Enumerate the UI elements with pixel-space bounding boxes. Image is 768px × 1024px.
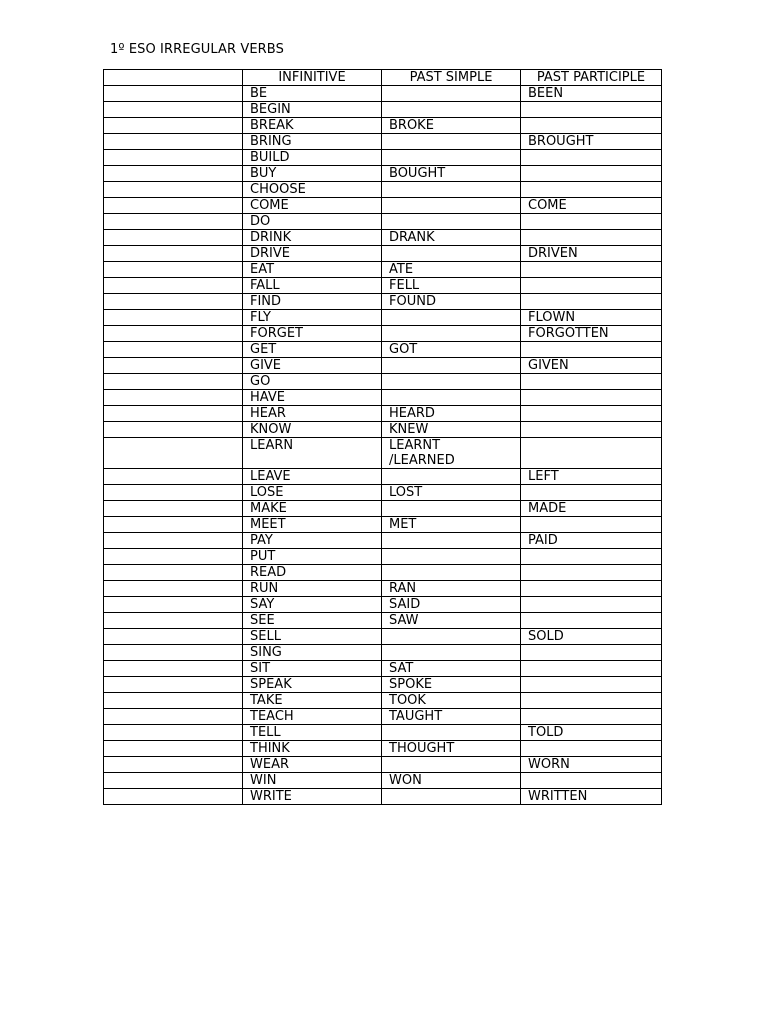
past-simple-cell <box>382 645 521 661</box>
past-participle-cell <box>521 565 662 581</box>
row-blank-cell <box>104 214 243 230</box>
past-participle-cell <box>521 166 662 182</box>
row-blank-cell <box>104 294 243 310</box>
irregular-verbs-table <box>103 69 662 805</box>
header-infinitive: INFINITIVE <box>243 70 382 86</box>
table-row <box>104 757 662 773</box>
past-participle-cell: WRITTEN <box>521 789 662 805</box>
past-simple-cell <box>382 390 521 406</box>
past-simple-cell <box>382 150 521 166</box>
row-blank-cell <box>104 565 243 581</box>
row-blank-cell <box>104 757 243 773</box>
infinitive-cell: TEACH <box>243 709 382 725</box>
infinitive-cell: GO <box>243 374 382 390</box>
row-blank-cell <box>104 278 243 294</box>
header-past-participle: PAST PARTICIPLE <box>521 70 662 86</box>
past-simple-cell <box>382 86 521 102</box>
past-simple-cell: SAW <box>382 613 521 629</box>
row-blank-cell <box>104 485 243 501</box>
infinitive-cell: SAY <box>243 597 382 613</box>
past-simple-cell: BROKE <box>382 118 521 134</box>
past-participle-cell: BROUGHT <box>521 134 662 150</box>
row-blank-cell <box>104 773 243 789</box>
row-blank-cell <box>104 438 243 469</box>
row-blank-cell <box>104 246 243 262</box>
row-blank-cell <box>104 406 243 422</box>
table-row <box>104 581 662 597</box>
past-participle-cell <box>521 517 662 533</box>
table-row <box>104 741 662 757</box>
table-row <box>104 533 662 549</box>
past-participle-cell <box>521 214 662 230</box>
past-simple-cell <box>382 469 521 485</box>
row-blank-cell <box>104 789 243 805</box>
past-participle-cell: GIVEN <box>521 358 662 374</box>
infinitive-cell: WRITE <box>243 789 382 805</box>
table-row <box>104 485 662 501</box>
infinitive-cell: DRIVE <box>243 246 382 262</box>
row-blank-cell <box>104 326 243 342</box>
infinitive-cell: LEARN <box>243 438 382 469</box>
past-simple-cell <box>382 374 521 390</box>
infinitive-cell: DRINK <box>243 230 382 246</box>
table-row <box>104 597 662 613</box>
infinitive-cell: BRING <box>243 134 382 150</box>
table-row <box>104 501 662 517</box>
row-blank-cell <box>104 150 243 166</box>
past-simple-cell: SPOKE <box>382 677 521 693</box>
past-participle-cell: TOLD <box>521 725 662 741</box>
table-row <box>104 294 662 310</box>
infinitive-cell: HAVE <box>243 390 382 406</box>
row-blank-cell <box>104 390 243 406</box>
infinitive-cell: RUN <box>243 581 382 597</box>
row-blank-cell <box>104 533 243 549</box>
infinitive-cell: SELL <box>243 629 382 645</box>
row-blank-cell <box>104 741 243 757</box>
row-blank-cell <box>104 310 243 326</box>
past-participle-cell <box>521 406 662 422</box>
table-row <box>104 517 662 533</box>
past-participle-cell <box>521 278 662 294</box>
past-simple-cell: DRANK <box>382 230 521 246</box>
table-row <box>104 198 662 214</box>
infinitive-cell: SIT <box>243 661 382 677</box>
past-simple-cell <box>382 629 521 645</box>
infinitive-cell: BE <box>243 86 382 102</box>
row-blank-cell <box>104 725 243 741</box>
past-simple-cell: ATE <box>382 262 521 278</box>
past-participle-cell <box>521 438 662 469</box>
infinitive-cell: PAY <box>243 533 382 549</box>
past-participle-cell: WORN <box>521 757 662 773</box>
past-participle-cell <box>521 390 662 406</box>
past-participle-cell <box>521 485 662 501</box>
past-simple-cell <box>382 214 521 230</box>
row-blank-cell <box>104 102 243 118</box>
table-row <box>104 677 662 693</box>
table-row <box>104 326 662 342</box>
past-participle-cell <box>521 118 662 134</box>
row-blank-cell <box>104 358 243 374</box>
past-participle-cell: SOLD <box>521 629 662 645</box>
row-blank-cell <box>104 469 243 485</box>
past-simple-cell: KNEW <box>382 422 521 438</box>
table-row <box>104 374 662 390</box>
past-participle-cell <box>521 294 662 310</box>
past-participle-cell <box>521 741 662 757</box>
past-participle-cell <box>521 613 662 629</box>
past-participle-cell <box>521 374 662 390</box>
infinitive-cell: BEGIN <box>243 102 382 118</box>
table-row <box>104 182 662 198</box>
infinitive-cell: MEET <box>243 517 382 533</box>
past-participle-cell <box>521 597 662 613</box>
past-participle-cell <box>521 661 662 677</box>
past-simple-cell <box>382 757 521 773</box>
past-participle-cell: DRIVEN <box>521 246 662 262</box>
header-blank-cell <box>104 70 243 86</box>
past-simple-cell: SAID <box>382 597 521 613</box>
infinitive-cell: FALL <box>243 278 382 294</box>
past-simple-cell: BOUGHT <box>382 166 521 182</box>
past-participle-cell: MADE <box>521 501 662 517</box>
past-participle-cell <box>521 150 662 166</box>
infinitive-cell: FORGET <box>243 326 382 342</box>
row-blank-cell <box>104 134 243 150</box>
past-simple-cell <box>382 198 521 214</box>
past-simple-cell: FOUND <box>382 294 521 310</box>
past-participle-cell <box>521 342 662 358</box>
table-row <box>104 709 662 725</box>
past-participle-cell: FLOWN <box>521 310 662 326</box>
past-simple-cell <box>382 326 521 342</box>
past-participle-cell: PAID <box>521 533 662 549</box>
table-row <box>104 102 662 118</box>
past-simple-cell: RAN <box>382 581 521 597</box>
row-blank-cell <box>104 629 243 645</box>
past-simple-cell <box>382 565 521 581</box>
past-simple-cell <box>382 501 521 517</box>
past-participle-cell <box>521 230 662 246</box>
infinitive-cell: SPEAK <box>243 677 382 693</box>
past-participle-cell <box>521 581 662 597</box>
table-row <box>104 86 662 102</box>
row-blank-cell <box>104 262 243 278</box>
table-row <box>104 278 662 294</box>
row-blank-cell <box>104 166 243 182</box>
past-participle-cell: COME <box>521 198 662 214</box>
row-blank-cell <box>104 374 243 390</box>
table-row <box>104 310 662 326</box>
past-simple-cell <box>382 358 521 374</box>
row-blank-cell <box>104 597 243 613</box>
past-participle-cell <box>521 422 662 438</box>
infinitive-cell: TELL <box>243 725 382 741</box>
infinitive-cell: DO <box>243 214 382 230</box>
infinitive-cell: CHOOSE <box>243 182 382 198</box>
table-row <box>104 661 662 677</box>
infinitive-cell: WEAR <box>243 757 382 773</box>
table-row <box>104 390 662 406</box>
past-participle-cell <box>521 549 662 565</box>
past-participle-cell <box>521 182 662 198</box>
row-blank-cell <box>104 709 243 725</box>
past-simple-cell: THOUGHT <box>382 741 521 757</box>
infinitive-cell: SING <box>243 645 382 661</box>
infinitive-cell: FIND <box>243 294 382 310</box>
past-simple-cell: LOST <box>382 485 521 501</box>
table-row <box>104 118 662 134</box>
infinitive-cell: READ <box>243 565 382 581</box>
table-row <box>104 613 662 629</box>
table-row <box>104 422 662 438</box>
past-simple-cell <box>382 549 521 565</box>
past-simple-cell <box>382 533 521 549</box>
infinitive-cell: WIN <box>243 773 382 789</box>
row-blank-cell <box>104 517 243 533</box>
infinitive-cell: BREAK <box>243 118 382 134</box>
infinitive-cell: LOSE <box>243 485 382 501</box>
past-simple-cell: WON <box>382 773 521 789</box>
row-blank-cell <box>104 677 243 693</box>
row-blank-cell <box>104 118 243 134</box>
past-simple-cell <box>382 789 521 805</box>
table-row <box>104 134 662 150</box>
table-row <box>104 246 662 262</box>
row-blank-cell <box>104 342 243 358</box>
row-blank-cell <box>104 549 243 565</box>
table-row <box>104 565 662 581</box>
table-row <box>104 406 662 422</box>
document-title: 1º ESO IRREGULAR VERBS <box>110 42 284 57</box>
infinitive-cell: SEE <box>243 613 382 629</box>
infinitive-cell: GIVE <box>243 358 382 374</box>
row-blank-cell <box>104 501 243 517</box>
past-simple-cell: SAT <box>382 661 521 677</box>
table-row <box>104 358 662 374</box>
table-row <box>104 789 662 805</box>
past-simple-cell <box>382 310 521 326</box>
table-row <box>104 342 662 358</box>
row-blank-cell <box>104 86 243 102</box>
table-row <box>104 262 662 278</box>
past-participle-cell <box>521 693 662 709</box>
past-participle-cell <box>521 773 662 789</box>
infinitive-cell: THINK <box>243 741 382 757</box>
table-row <box>104 645 662 661</box>
table-row <box>104 773 662 789</box>
infinitive-cell: EAT <box>243 262 382 278</box>
past-simple-cell: LEARNT /LEARNED <box>382 438 521 469</box>
infinitive-cell: BUY <box>243 166 382 182</box>
table-row <box>104 214 662 230</box>
infinitive-cell: MAKE <box>243 501 382 517</box>
row-blank-cell <box>104 581 243 597</box>
infinitive-cell: TAKE <box>243 693 382 709</box>
past-participle-cell <box>521 645 662 661</box>
row-blank-cell <box>104 645 243 661</box>
row-blank-cell <box>104 182 243 198</box>
past-simple-cell <box>382 246 521 262</box>
row-blank-cell <box>104 198 243 214</box>
table-row <box>104 629 662 645</box>
row-blank-cell <box>104 613 243 629</box>
infinitive-cell: GET <box>243 342 382 358</box>
infinitive-cell: HEAR <box>243 406 382 422</box>
past-simple-cell <box>382 134 521 150</box>
infinitive-cell: KNOW <box>243 422 382 438</box>
table-row <box>104 693 662 709</box>
past-simple-cell <box>382 102 521 118</box>
table-header-row <box>104 70 662 86</box>
infinitive-cell: LEAVE <box>243 469 382 485</box>
table-row <box>104 725 662 741</box>
table-row <box>104 150 662 166</box>
past-simple-cell: HEARD <box>382 406 521 422</box>
past-participle-cell <box>521 677 662 693</box>
past-simple-cell: FELL <box>382 278 521 294</box>
past-participle-cell <box>521 709 662 725</box>
table-row <box>104 469 662 485</box>
past-participle-cell <box>521 102 662 118</box>
past-simple-cell <box>382 182 521 198</box>
infinitive-cell: FLY <box>243 310 382 326</box>
row-blank-cell <box>104 661 243 677</box>
past-simple-cell: GOT <box>382 342 521 358</box>
row-blank-cell <box>104 230 243 246</box>
table-row <box>104 230 662 246</box>
infinitive-cell: COME <box>243 198 382 214</box>
past-participle-cell: FORGOTTEN <box>521 326 662 342</box>
table-row <box>104 438 662 469</box>
past-participle-cell: BEEN <box>521 86 662 102</box>
table-row <box>104 166 662 182</box>
past-participle-cell: LEFT <box>521 469 662 485</box>
past-participle-cell <box>521 262 662 278</box>
table-row <box>104 549 662 565</box>
past-simple-cell <box>382 725 521 741</box>
infinitive-cell: BUILD <box>243 150 382 166</box>
row-blank-cell <box>104 422 243 438</box>
row-blank-cell <box>104 693 243 709</box>
infinitive-cell: PUT <box>243 549 382 565</box>
past-simple-cell: MET <box>382 517 521 533</box>
past-simple-cell: TOOK <box>382 693 521 709</box>
past-simple-cell: TAUGHT <box>382 709 521 725</box>
header-past-simple: PAST SIMPLE <box>382 70 521 86</box>
